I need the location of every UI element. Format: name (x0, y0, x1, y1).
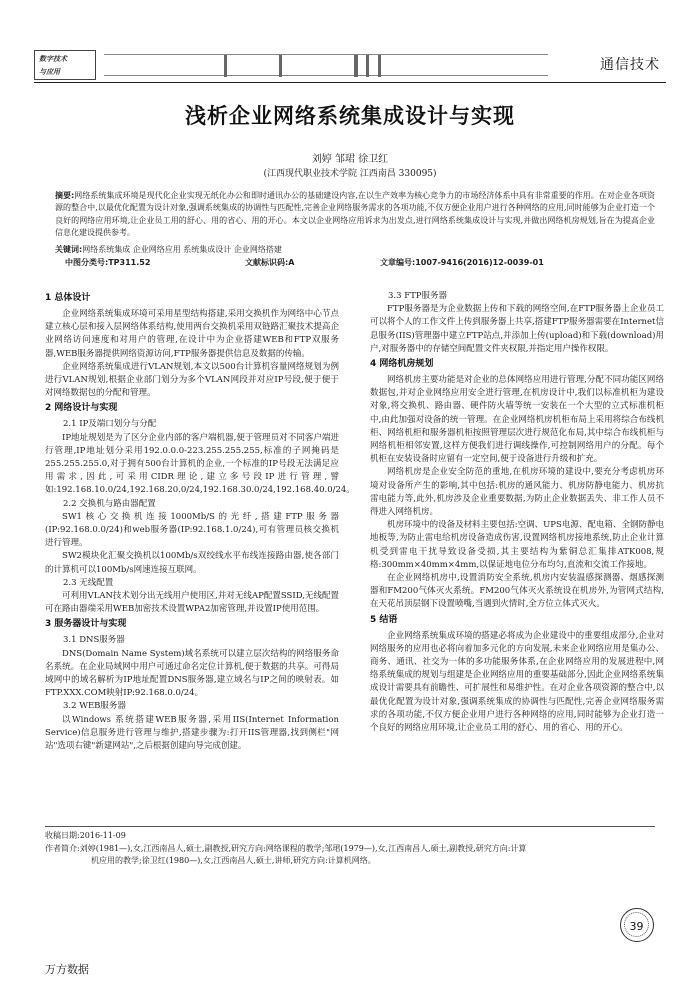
author-bio (45, 843, 685, 867)
subsection-heading: 2.1 IP及端口划分与分配 (63, 419, 157, 430)
subsection-heading: 3.3 FTP服务器 (388, 291, 448, 301)
logo-line-2: 与应用 (39, 67, 60, 76)
body-paragraph: 企业网络系统集成环境的搭建必将成为企业建设中的重要组成部分,企业对网络服务的应用也必将向着加多元化的方向发展,未来企业网络应用是集办公、商务、通讯、社交为一体的多功能服务体系,在企业网络应用的发展进程中,网络系统集成的规划与组建是企业网络应用的重要基础部分,因此企业网络系统集成设计需要具有前瞻性、可扩展性和易维护性。在对企业各项资源的整合中,以最优化配置为设计对象,强调系统集成的协调性与匹配性,完善企业网络服务需求的各项功能,不仅方便企业用户进行各种网络的应用,同时能够为企业打造一个良好的网络应用环境,让企业员工用的舒心、用的省心、用的开心。 (370, 630, 664, 734)
article-title: 浅析企业网络系统集成设计与实现 (185, 104, 515, 128)
body-paragraph: 企业网络系统集成进行VLAN规划,本文以500台计算机容量网络规划为例进行VLAN规划,根据企业部门划分为多个VLAN网段并对应IP号段,便于便于对网络数据包的分配和管理。 (45, 361, 339, 399)
subsection-heading: 3.2 WEB服务器 (63, 701, 126, 712)
author-bio-line-1: 作者简介:刘婷(1981—),女,江西南昌人,硕士,副教授,研究方向:网络课程的教学;邹珺(1979—),女,江西南昌人,硕士,副教授,研究方向:计算 (45, 844, 527, 853)
received-date: 收稿日期:2016-11-09 (45, 831, 126, 840)
footnote-rule (45, 826, 655, 827)
body-paragraph: SW1核心交换机连接1000Mb/S的光纤,搭建FTP服务器(IP:92.168.0.0/24)和web服务器(IP:92.168.1.0/24),可有管理员核交换机进行管理。 (45, 511, 339, 549)
classification-line (55, 257, 655, 269)
body-paragraph: SW2模块化汇聚交换机以100Mb/s双绞线水平布线连接路由器,使各部门的计算机可以100Mb/s网速连接互联网。 (45, 551, 339, 575)
body-paragraph: 网络机房是企业安全防范的重地,在机房环境的建设中,要充分考虑机房环境对设备所产生的影响,其中包括:机房的通风能力、机房防静电能力、机房抗雷电能力等,此外,机房涉及企业重要数据,为防止企业数据丢失、非工作人员不得进入网络机房。 (370, 467, 664, 518)
body-paragraph: 可利用VLAN技术划分出无线用户使用区,并对无线AP配置SSID,无线配置可在路由器端采用WEB加密技术设置WPA2加密管理,并设置IP使用范围。 (45, 591, 339, 615)
article-affiliation: (江西现代职业技术学院 江西南昌 330095) (263, 169, 437, 179)
header-decoration (104, 54, 548, 76)
body-paragraph: FTP服务器是为企业数据上传和下载的网络空间,在FTP服务器上企业员工可以将个人的工作文件上传到服务器上共享,搭建FTP服务器需要在Internet信息服务(IIS)管理器中建立FTP站点,并添加上传(upload)和下载(download)用户,对服务器中的存储空间配置文件夹权限,并指定用户操作权限。 (370, 304, 664, 354)
left-column (45, 290, 355, 753)
source-watermark: 万方数据 (45, 963, 89, 976)
section-heading: 2 网络设计与实现 (45, 403, 118, 414)
page-number: 39 (629, 920, 644, 933)
body-paragraph: IP地址规划是为了区分企业内部的客户端机器,便于管理员对不同客户端进行管理,IP地址划分采用192.0.0.0-223.255.255.255,标准的子网掩码是255.255.255.0,对于拥有500台计算机的企业,一个标准的IP号段无法满足应用需求,因此,可采用CIDR理论,建立多号段IP进行管理,譬如:192.168.10.0/24,192.168.20.0/24,192.168.30.0/24,192.168.40.0/24。 (45, 432, 355, 496)
keywords-text: 网络系统集成 企业网络应用 系统集成设计 企业网络搭建 (82, 245, 282, 254)
body-paragraph: 网络机房主要功能是对企业的总体网络应用进行管理,分配不同功能区网络数据包,并对企业网络应用安全进行管理,在机房设计中,我们以标准机柜为建设对象,将交换机、路由器、硬件防火墙等统一安装在一个大型的立式标准机柜中,由此加强对设备的统一管理。在企业网络机房机柜布局上采用将综合布线机柜、网络机柜和服务器机柜按照管理层次进行规范化布局,其中综合布线机柜与网络机柜相邻安置,这样方便我们进行调线操作,可控制网络用户的分配。每个机柜在安装设备时应留有一定空间,便于设备进行升级和扩充。 (370, 375, 664, 465)
author-bio-line-2: 机应用的教学;徐卫红(1980—),女,江西南昌人,硕士,讲师,研究方向:计算机网络。 (91, 856, 376, 865)
abstract (55, 190, 655, 239)
section-heading: 1 总体设计 (45, 293, 91, 303)
abstract-text: 网络系统集成环境是现代化企业实现无纸化办公和即时通讯办公的基础建设内容,在以生产效率为核心竞争力的市场经济体系中具有非常重要的作用。在对企业各项资源的整合中,以最优化配置为设计对象,强调系统集成的协调性与匹配性,完善企业网络服务需求的各项功能,不仅方便企业用户进行各种网络的应用,同时能够为企业打造一个良好的网络应用环境,让企业员工用的舒心、用的省心、用的开心。本文以企业网络应用诉求为出发点,进行网络系统集成设计与实现,并做出网络机房规划,旨在为提高企业信息化建设提供参考。 (55, 191, 655, 237)
keywords (55, 244, 655, 255)
logo-line-1: 数字技术 (39, 54, 67, 63)
section-heading: 5 结语 (370, 614, 398, 625)
article-authors: 刘婷 邹珺 徐卫红 (311, 154, 389, 165)
journal-logo (34, 50, 96, 80)
subsection-heading: 2.3 无线配置 (63, 577, 114, 588)
page-number-seal (620, 908, 654, 942)
article-number: 文章编号:1007-9416(2016)12-0039-01 (380, 258, 544, 267)
section-heading: 4 网络机房规划 (370, 359, 434, 370)
clc-number: 中图分类号:TP311.52 (65, 258, 151, 267)
keywords-label: 关键词: (55, 245, 83, 254)
header-rule (34, 82, 666, 83)
section-label: 通信技术 (600, 57, 660, 73)
document-code: 文献标识码:A (245, 258, 295, 267)
page-header (34, 50, 666, 80)
body-paragraph: DNS(Domain Name System)域名系统可以建立层次结构的网络服务命名系统。在企业局域网中用户可通过命名定位计算机,便于数据的共享。可得局域网中的域名解析为IP地址配置DNS服务器,建立域名与IP之间的映射表。如FTP.XXX.COM映射IP:92.168.0.0/24。 (45, 648, 339, 699)
body-paragraph: 企业网络系统集成环境可采用星型结构搭建,采用交换机作为网络中心节点建立核心层和接入层网络体系结构,使用两台交换机采用双链路汇聚技术提高企业网络访问速度和对用户的管理,在设计中为企业搭建WEB和FTP双服务器,WEB服务器提供网络资源访问,FTP服务器提供信息及数据的传输。 (45, 309, 339, 359)
body-paragraph: 机房环境中的设备及材料主要包括:空调、UPS电源、配电箱、全钢防静电地板等,为防止雷电给机房设备造成伤害,设置网络机房接地系统,防止企业计算机受到雷电干扰导致设备受损,其主要结构为紫铜总汇集排ATK008,规格:300mm×40mm×4mm,以保证地电位分布均匀,直流和交流工作接地。 (370, 520, 664, 570)
subsection-heading: 2.2 交换机与路由器配置 (63, 498, 156, 509)
section-heading: 3 服务器设计与实现 (45, 619, 127, 630)
body-paragraph: 在企业网络机房中,设置消防安全系统,机房内安装温感探测器、烟感探测器和FM200气体灭火系统。FM200气体灭火系统设在机房外,为管网式结构,在天花吊顶层钢下设置喷嘴,当遇到火情时,全方位立体式灭火。 (370, 573, 664, 610)
right-column (370, 290, 664, 735)
subsection-heading: 3.1 DNS服务器 (63, 635, 125, 646)
abstract-label: 摘要: (55, 191, 75, 200)
body-paragraph: 以Windows 系统搭建WEB服务器,采用IIS(Internet Information Service)信息服务进行管理与维护,搭建步骤为:打开IIS管理器,找到侧栏"网站"选项右键"新建网站",之后根据创建向导完成创建。 (45, 714, 339, 752)
